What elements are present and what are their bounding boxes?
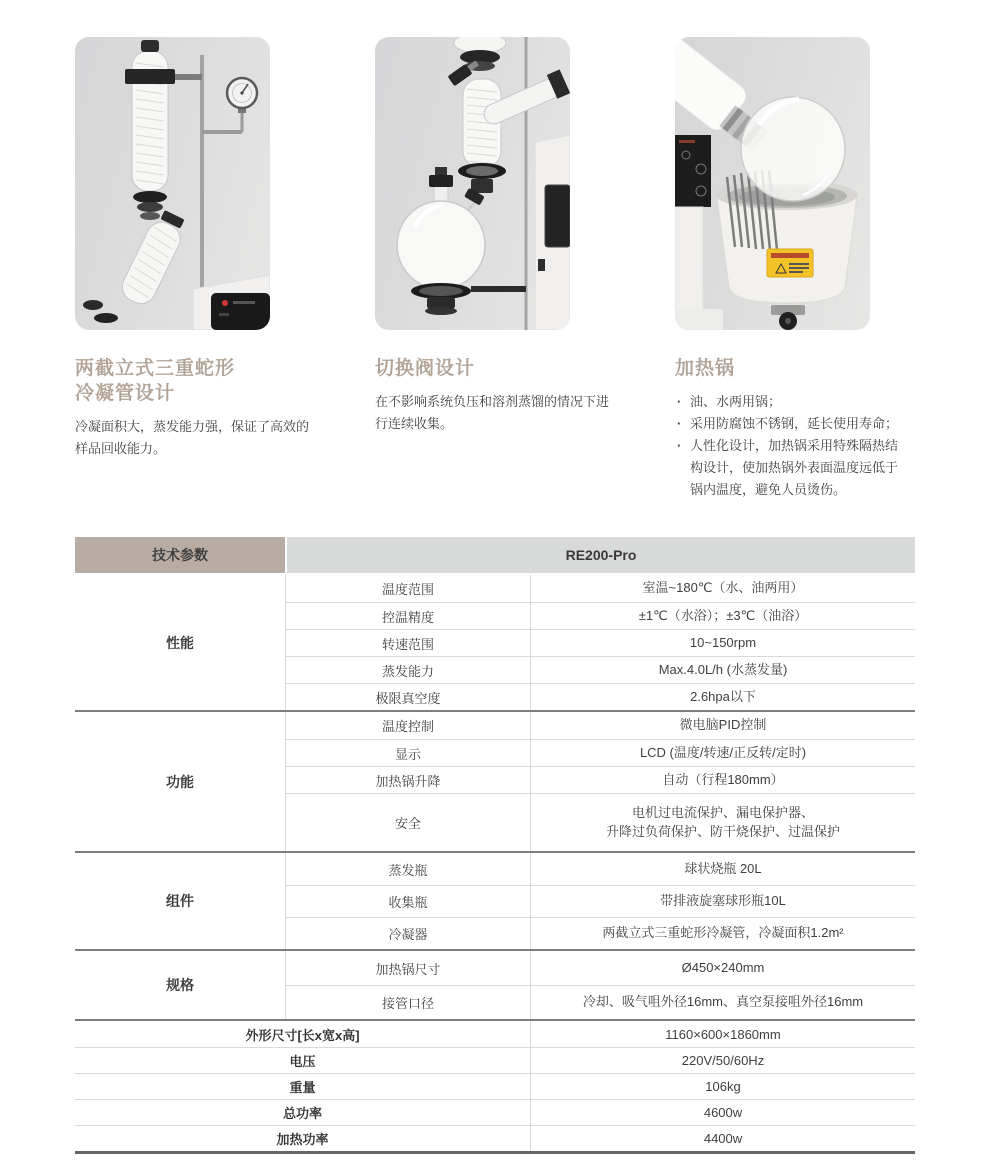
- caster-wheel: [771, 305, 805, 330]
- table-row: 安全 电机过电流保护、漏电保护器、 升降过负荷保护、防干烧保护、过温保护: [286, 793, 915, 851]
- heating-pot-illustration: [675, 37, 870, 330]
- feature-bullet: · 采用防腐蚀不锈钢，延长使用寿命；: [675, 413, 910, 435]
- pressure-gauge-icon: [202, 78, 257, 132]
- table-row: 冷凝器 两截立式三重蛇形冷凝管，冷凝面积1.2m²: [286, 917, 915, 949]
- feature-title: 切换阀设计: [375, 358, 476, 379]
- table-footer: [75, 1019, 915, 1154]
- table-row: 外形尺寸[长x宽x高] 1160×600×1860mm: [75, 1021, 915, 1047]
- feature-condenser: [75, 356, 310, 511]
- secondary-condenser: [117, 207, 190, 308]
- switch-valve-photo: [375, 37, 570, 330]
- collection-flask: [397, 167, 526, 315]
- table-row: 温度控制 微电脑PID控制: [286, 712, 915, 739]
- group-function: [75, 710, 915, 851]
- table-row: 加热锅尺寸 Ø450×240mm: [286, 951, 915, 985]
- main-condenser: [125, 40, 175, 220]
- group-label: 规格: [166, 977, 194, 993]
- group-label: 功能: [166, 773, 194, 790]
- feature-title: 两截立式三重蛇形 冷凝管设计: [75, 358, 236, 405]
- control-panel: [675, 135, 711, 207]
- condenser-column-illustration: [75, 37, 270, 330]
- table-row: 收集瓶 带排液旋塞球形瓶10L: [286, 885, 915, 917]
- group-label: 组件: [166, 893, 194, 909]
- table-row: 转速范围 10~150rpm: [286, 629, 915, 656]
- table-row: 控温精度 ±1℃（水浴）；±3℃（油浴）: [286, 602, 915, 629]
- group-label: 性能: [166, 634, 194, 651]
- table-row: 显示 LCD (温度/转速/正反转/定时): [286, 739, 915, 766]
- table-row: 加热功率 4400w: [75, 1125, 915, 1151]
- table-row: 接管口径 冷却、吸气咀外径16mm、真空泵接咀外径16mm: [286, 985, 915, 1019]
- feature-heating-pot: [675, 356, 910, 511]
- spec-table: [75, 537, 915, 1154]
- feature-switch-valve: [375, 356, 610, 511]
- table-header-model: RE200-Pro: [287, 537, 915, 573]
- photos-row: [0, 0, 990, 330]
- feature-title: 加热锅: [675, 358, 736, 379]
- table-row: 电压 220V/50/60Hz: [75, 1047, 915, 1073]
- table-row: 加热锅升降 自动（行程180mm）: [286, 766, 915, 793]
- feature-body: 冷凝面积大，蒸发能力强，保证了高效的样品回收能力。: [75, 419, 310, 457]
- feature-body: 在不影响系统负压和溶剂蒸馏的情况下进行连续收集。: [375, 394, 610, 432]
- table-header-params: 技术参数: [75, 537, 285, 573]
- condenser-column-photo: [75, 37, 270, 330]
- feature-bullet: · 人性化设计，加热锅采用特殊隔热结构设计，使加热锅外表面温度远低于锅内温度，避免人员烫伤。: [675, 435, 910, 501]
- table-row: 总功率 4600w: [75, 1099, 915, 1125]
- switch-valve-illustration: [375, 37, 570, 330]
- evaporating-flask: [741, 97, 845, 201]
- table-row: 蒸发能力 Max.4.0L/h (水蒸发量): [286, 656, 915, 683]
- table-row: 极限真空度 2.6hpa以下: [286, 683, 915, 710]
- machine-body: [535, 135, 570, 330]
- table-row: 重量 106kg: [75, 1073, 915, 1099]
- table-row: 温度范围 室温~180℃（水、油两用）: [286, 575, 915, 602]
- machine-corner: [193, 275, 270, 330]
- group-dimensions: [75, 949, 915, 1019]
- table-header: [75, 537, 915, 573]
- feature-bullet: · 油、水两用锅；: [675, 391, 910, 413]
- group-components: [75, 851, 915, 949]
- warning-label: [767, 249, 813, 277]
- table-row: 蒸发瓶 球状烧瓶 20L: [286, 853, 915, 885]
- group-performance: [75, 575, 915, 710]
- feature-bullet-list: [675, 391, 910, 501]
- captions-row: [0, 356, 990, 511]
- heating-pot-photo: [675, 37, 870, 330]
